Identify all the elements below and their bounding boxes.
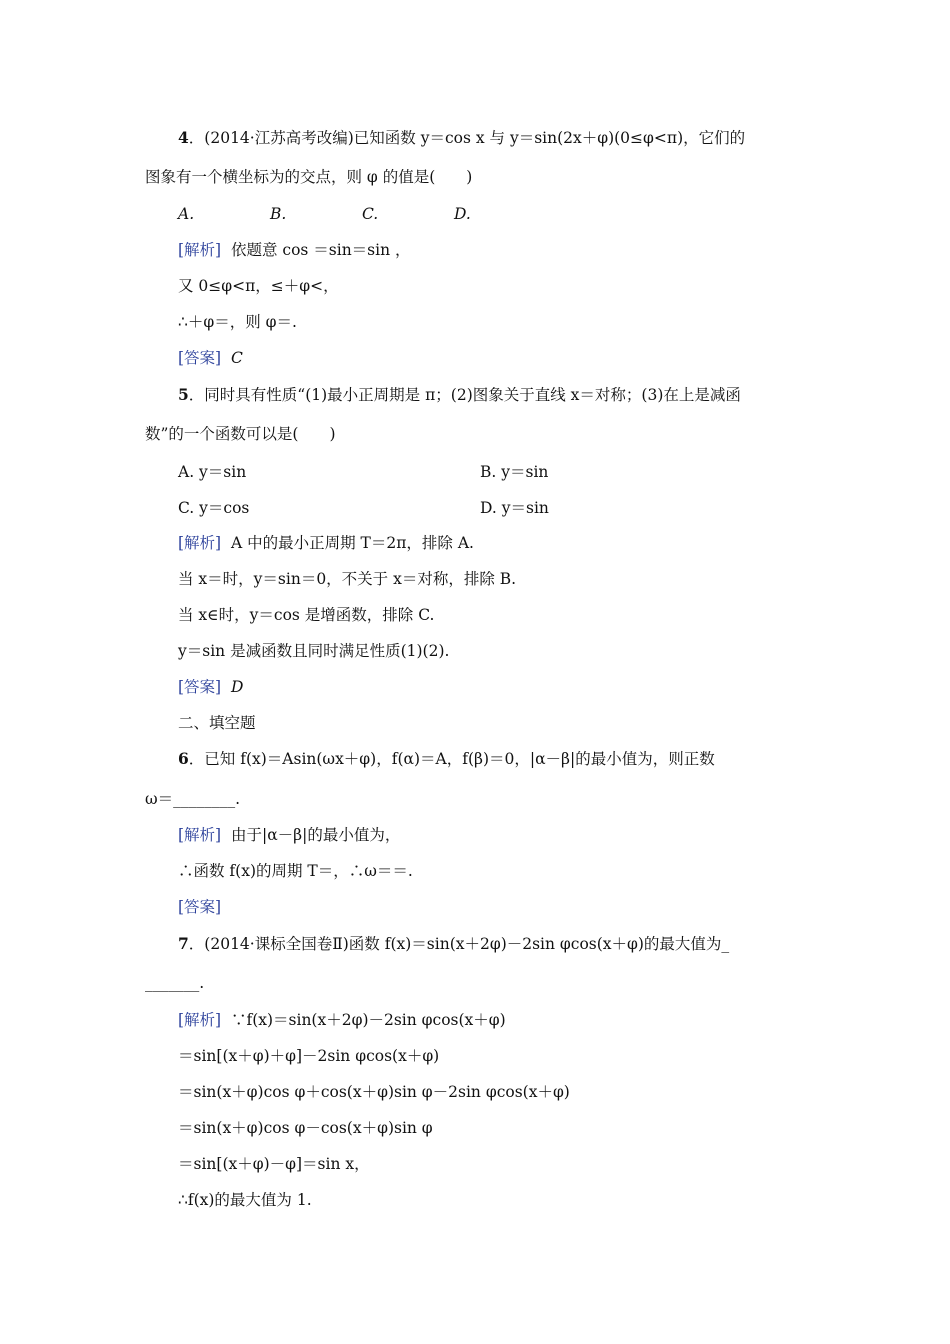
- q4-stem-1: ．(2014·江苏高考改编)已知函数 y＝cos x 与 y＝sin(2x＋φ)(0≤φ<π)，它们的: [188, 129, 746, 147]
- q5-option-d: D. y＝sin: [480, 499, 549, 517]
- answer-tag: [答案]: [178, 678, 222, 696]
- q7-number: 7: [178, 934, 189, 953]
- q5-analysis-4: y＝sin 是减函数且同时满足性质(1)(2).: [178, 642, 450, 660]
- q4-analysis-2: 又 0≤φ<π，≤＋φ<，: [178, 277, 339, 295]
- answer-tag: [答案]: [178, 898, 222, 916]
- analysis-tag: [解析]: [178, 1011, 222, 1029]
- q5-line1: [178, 384, 741, 406]
- q7-line1: [178, 933, 729, 955]
- q4-option-d: D.: [454, 205, 471, 223]
- q5-analysis-text-1: A 中的最小正周期 T＝2π，排除 A.: [230, 534, 474, 552]
- q4-analysis-text-1: 依题意 cos ＝sin＝sin ，: [230, 241, 411, 259]
- q5-option-c: C. y＝cos: [178, 499, 250, 517]
- q5-answer: [178, 676, 243, 698]
- q6-line1: [178, 748, 715, 770]
- q4-number: 4: [178, 128, 189, 147]
- q7-analysis-3: ＝sin(x＋φ)cos φ＋cos(x＋φ)sin φ－2sin φcos(x＋φ): [178, 1083, 570, 1101]
- q5-analysis-2: 当 x＝时，y＝sin＝0，不关于 x＝对称，排除 B.: [178, 570, 517, 588]
- q4-option-c: C.: [362, 205, 379, 223]
- answer-tag: [答案]: [178, 349, 222, 367]
- q6-number: 6: [178, 749, 189, 768]
- q5-option-b: B. y＝sin: [480, 463, 549, 481]
- q6-analysis-1: [178, 824, 400, 846]
- q7-analysis-1: [178, 1009, 506, 1031]
- q4-line1: [178, 127, 745, 149]
- q7-analysis-4: ＝sin(x＋φ)cos φ－cos(x＋φ)sin φ: [178, 1119, 433, 1137]
- q5-answer-value: D: [230, 678, 244, 696]
- q6-stem-1: ．已知 f(x)＝Asin(ωx＋φ)，f(α)＝A，f(β)＝0，|α－β|的最小值为，则正数: [188, 750, 715, 768]
- analysis-tag: [解析]: [178, 534, 222, 552]
- q7-stem-1: ．(2014·课标全国卷Ⅱ)函数 f(x)＝sin(x＋2φ)－2sin φcos(x＋φ)的最大值为_: [188, 935, 730, 953]
- q6-analysis-text-1: 由于|α－β|的最小值为，: [230, 826, 401, 844]
- q6-line2: ω＝________.: [145, 790, 241, 808]
- q4-line2: 图象有一个横坐标为的交点，则 φ 的值是( ): [145, 168, 473, 186]
- q5-line2: 数”的一个函数可以是( ): [145, 425, 336, 443]
- analysis-tag: [解析]: [178, 241, 222, 259]
- q5-option-a: A. y＝sin: [178, 463, 247, 481]
- q4-option-a: A.: [178, 205, 195, 223]
- section-heading: 二、填空题: [178, 714, 256, 732]
- analysis-tag: [解析]: [178, 826, 222, 844]
- q7-analysis-6: ∴f(x)的最大值为 1.: [178, 1191, 312, 1209]
- q7-analysis-5: ＝sin[(x＋φ)－φ]＝sin x，: [178, 1155, 370, 1173]
- q6-answer: [178, 896, 221, 918]
- q5-stem-1: ．同时具有性质“(1)最小正周期是 π；(2)图象关于直线 x＝对称；(3)在上是减函: [188, 386, 741, 404]
- q4-answer-value: C: [230, 349, 243, 367]
- q4-analysis-1: [178, 239, 411, 261]
- q5-analysis-3: 当 x∈时，y＝cos 是增函数，排除 C.: [178, 606, 435, 624]
- q7-line2: _______.: [145, 974, 205, 992]
- q4-analysis-3: ∴＋φ＝，则 φ＝.: [178, 313, 297, 331]
- q4-option-b: B.: [270, 205, 287, 223]
- q4-answer: [178, 347, 243, 369]
- q7-analysis-2: ＝sin[(x＋φ)＋φ]－2sin φcos(x＋φ): [178, 1047, 440, 1065]
- q7-analysis-text-1: ∵f(x)＝sin(x＋2φ)－2sin φcos(x＋φ): [230, 1011, 506, 1029]
- q5-analysis-1: [178, 532, 474, 554]
- q5-number: 5: [178, 385, 189, 404]
- q6-analysis-2: ∴函数 f(x)的周期 T＝，∴ω＝＝.: [178, 862, 413, 880]
